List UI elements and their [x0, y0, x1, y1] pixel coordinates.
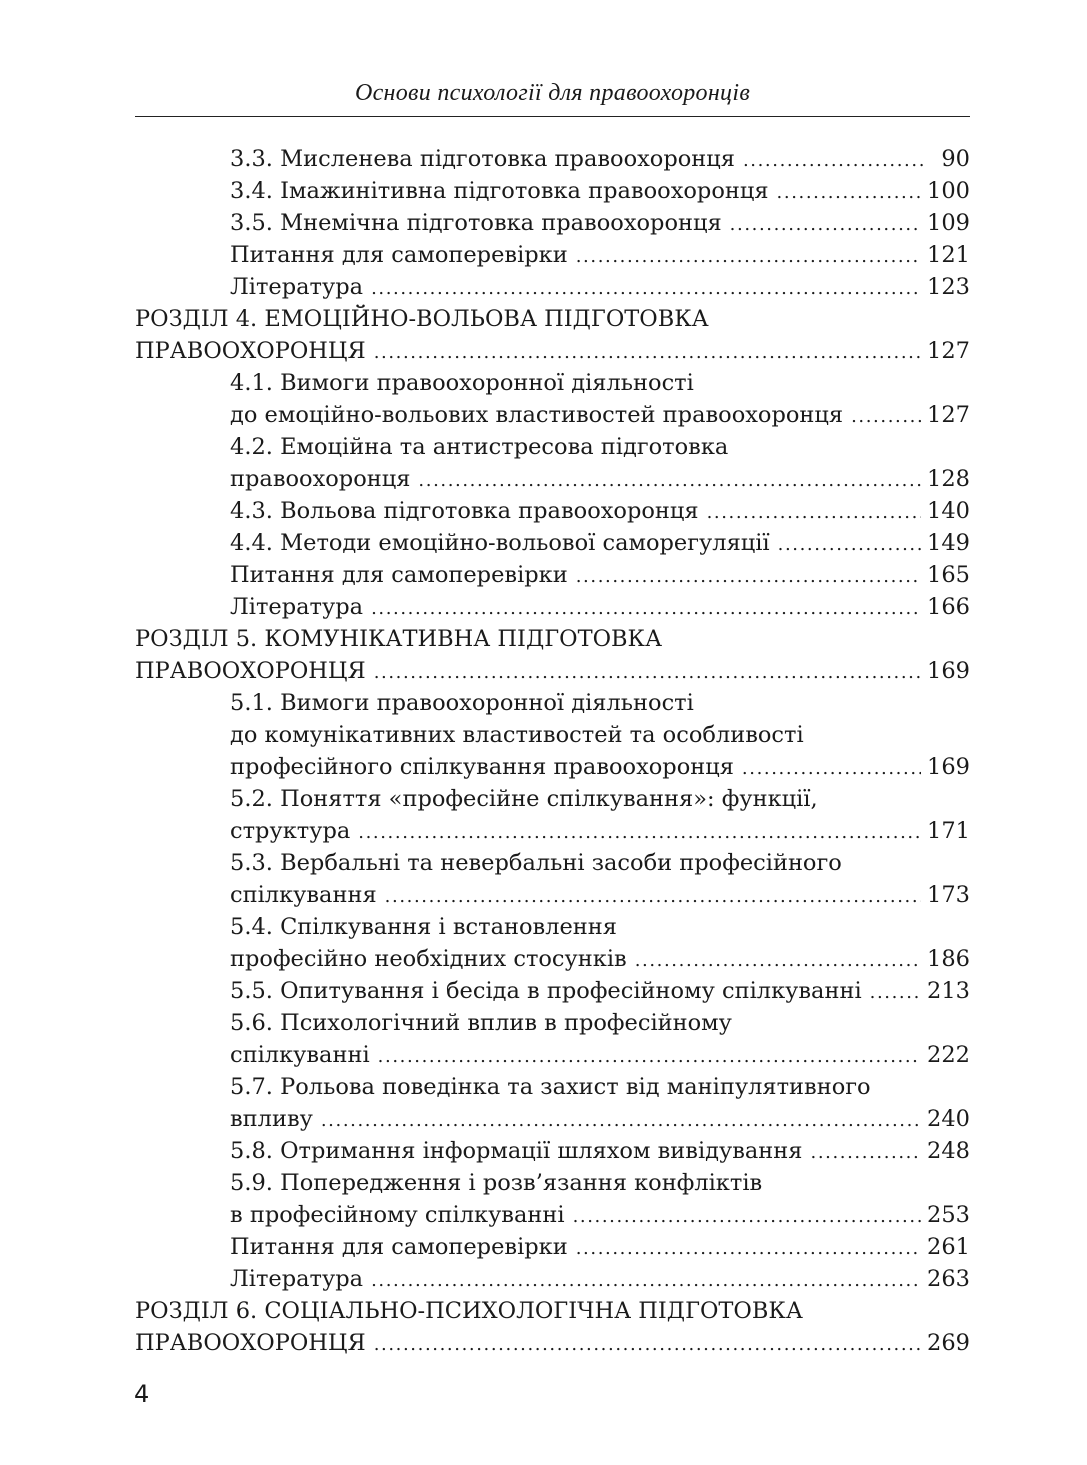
toc-entry-text: спілкуванні	[230, 1042, 370, 1068]
toc-entry-text: Питання для самоперевірки	[230, 562, 568, 588]
toc-page-number: 269	[927, 1330, 970, 1356]
toc-page-number: 240	[927, 1106, 970, 1132]
toc-entry-line	[135, 495, 970, 527]
toc-page-number: 169	[927, 754, 970, 780]
dot-leader	[378, 1041, 921, 1073]
toc-page-number: 171	[927, 818, 970, 844]
toc-entry-text: спілкування	[230, 882, 377, 908]
toc-entry-line	[135, 879, 970, 911]
toc-chapter-line	[135, 303, 970, 335]
toc-page-number: 253	[927, 1202, 970, 1228]
toc-entry-line	[135, 463, 970, 495]
dot-leader	[870, 977, 921, 1009]
toc-chapter-line	[135, 335, 970, 367]
toc-entry-text: 5.3. Вербальні та невербальні засоби професійного	[230, 850, 842, 876]
dot-leader	[385, 881, 921, 913]
toc-entry-line	[135, 591, 970, 623]
toc-entry-text: в професійному спілкуванні	[230, 1202, 565, 1228]
toc-entry-line	[135, 1135, 970, 1167]
toc-entry-text: 5.6. Психологічний вплив в професійному	[230, 1010, 732, 1036]
toc-entry-text: Література	[230, 594, 364, 620]
toc-entry-text: структура	[230, 818, 351, 844]
toc-entry-text: 5.8. Отримання інформації шляхом вивідування	[230, 1138, 803, 1164]
toc-entry-text: 5.4. Спілкування і встановлення	[230, 914, 617, 940]
toc-entry-line	[135, 1039, 970, 1071]
page-number: 4	[134, 1380, 150, 1408]
toc-entry-line	[135, 911, 970, 943]
toc-page-number: 165	[927, 562, 970, 588]
toc-entry-line	[135, 1167, 970, 1199]
dot-leader	[730, 209, 921, 241]
toc-entry-line	[135, 1103, 970, 1135]
dot-leader	[778, 529, 921, 561]
toc-entry-text: ПРАВООХОРОНЦЯ	[135, 1330, 366, 1356]
toc-entry-text: 3.5. Мнемічна підготовка правоохоронця	[230, 210, 722, 236]
toc-chapter-line	[135, 655, 970, 687]
toc-entry-text: 4.2. Емоційна та антистресова підготовка	[230, 434, 729, 460]
toc-entry-line	[135, 1263, 970, 1295]
toc-entry-text: до комунікативних властивостей та особливості	[230, 722, 804, 748]
toc-entry-line	[135, 239, 970, 271]
toc-entry-line	[135, 207, 970, 239]
dot-leader	[374, 657, 921, 689]
dot-leader	[742, 753, 921, 785]
toc-entry-line	[135, 271, 970, 303]
toc-page-number: 186	[927, 946, 970, 972]
dot-leader	[707, 497, 921, 529]
toc-entry-text: РОЗДІЛ 5. КОМУНІКАТИВНА ПІДГОТОВКА	[135, 626, 663, 652]
toc-entry-line	[135, 399, 970, 431]
toc-entry-text: 5.7. Рольова поведінка та захист від маніпулятивного	[230, 1074, 871, 1100]
toc-chapter-line	[135, 1327, 970, 1359]
toc-entry-line	[135, 687, 970, 719]
dot-leader	[418, 465, 921, 497]
toc-entry-text: Питання для самоперевірки	[230, 242, 568, 268]
dot-leader	[371, 273, 921, 305]
toc-entry-line	[135, 1071, 970, 1103]
dot-leader	[743, 145, 924, 177]
toc-entry-line	[135, 975, 970, 1007]
toc-entry-text: 3.3. Мисленева підготовка правоохоронця	[230, 146, 735, 172]
toc-entry-line	[135, 943, 970, 975]
toc-entry-text: Література	[230, 274, 364, 300]
toc-entry-line	[135, 783, 970, 815]
toc-page-number: 121	[927, 242, 970, 268]
dot-leader	[374, 337, 921, 369]
toc-entry-text: 4.3. Вольова підготовка правоохоронця	[230, 498, 699, 524]
toc-entry-text: РОЗДІЛ 4. ЕМОЦІЙНО-ВОЛЬОВА ПІДГОТОВКА	[135, 306, 709, 332]
toc-chapter-line	[135, 623, 970, 655]
toc-entry-text: правоохоронця	[230, 466, 411, 492]
dot-leader	[635, 945, 921, 977]
toc-entry-text: Література	[230, 1266, 364, 1292]
toc-page-number: 123	[927, 274, 970, 300]
toc-page-number: 127	[927, 402, 970, 428]
toc-entry-text: ПРАВООХОРОНЦЯ	[135, 658, 366, 684]
dot-leader	[371, 1265, 921, 1297]
toc-page-number: 140	[927, 498, 970, 524]
toc-page-number: 166	[927, 594, 970, 620]
header-rule	[135, 116, 970, 117]
toc-entry-text: 3.4. Імажинітивна підготовка правоохоронця	[230, 178, 769, 204]
toc-entry-line	[135, 1231, 970, 1263]
toc-entry-line	[135, 367, 970, 399]
toc-page-number: 213	[927, 978, 970, 1004]
running-title: Основи психології для правоохоронців	[354, 80, 751, 106]
toc-entry-text: до емоційно-вольових властивостей правоохоронця	[230, 402, 844, 428]
dot-leader	[358, 817, 921, 849]
dot-leader	[573, 1201, 921, 1233]
toc-entry-line	[135, 143, 970, 175]
toc-entry-text: 5.5. Опитування і бесіда в професійному спілкуванні	[230, 978, 862, 1004]
toc-entry-text: РОЗДІЛ 6. СОЦІАЛЬНО-ПСИХОЛОГІЧНА ПІДГОТОВКА	[135, 1298, 803, 1324]
toc-entry-line	[135, 431, 970, 463]
toc-entry-line	[135, 719, 970, 751]
dot-leader	[321, 1105, 921, 1137]
toc-page-number: 90	[941, 146, 970, 172]
dot-leader	[576, 561, 921, 593]
table-of-contents	[135, 143, 970, 1359]
toc-entry-text: Питання для самоперевірки	[230, 1234, 568, 1260]
toc-entry-text: 4.1. Вимоги правоохоронної діяльності	[230, 370, 694, 396]
toc-page-number: 173	[927, 882, 970, 908]
dot-leader	[777, 177, 922, 209]
toc-entry-text: 4.4. Методи емоційно-вольової саморегуляції	[230, 530, 770, 556]
dot-leader	[371, 593, 921, 625]
toc-page-number: 100	[927, 178, 970, 204]
dot-leader	[811, 1137, 922, 1169]
toc-page-number: 149	[927, 530, 970, 556]
toc-entry-text: ПРАВООХОРОНЦЯ	[135, 338, 366, 364]
toc-entry-line	[135, 1199, 970, 1231]
toc-page-number: 128	[927, 466, 970, 492]
toc-entry-text: 5.2. Поняття «професійне спілкування»: функції,	[230, 786, 818, 812]
toc-entry-text: професійного спілкування правоохоронця	[230, 754, 734, 780]
toc-chapter-line	[135, 1295, 970, 1327]
toc-entry-line	[135, 1007, 970, 1039]
toc-page-number: 127	[927, 338, 970, 364]
toc-entry-line	[135, 527, 970, 559]
toc-entry-text: 5.9. Попередження і розв’язання конфліктів	[230, 1170, 763, 1196]
toc-page-number: 263	[927, 1266, 970, 1292]
toc-entry-line	[135, 751, 970, 783]
toc-page-number: 248	[927, 1138, 970, 1164]
toc-entry-line	[135, 559, 970, 591]
toc-entry-line	[135, 175, 970, 207]
toc-entry-line	[135, 815, 970, 847]
dot-leader	[851, 401, 921, 433]
toc-page-number: 222	[927, 1042, 970, 1068]
dot-leader	[576, 1233, 921, 1265]
toc-entry-text: 5.1. Вимоги правоохоронної діяльності	[230, 690, 694, 716]
toc-entry-line	[135, 847, 970, 879]
dot-leader	[374, 1329, 921, 1361]
toc-page-number: 109	[927, 210, 970, 236]
dot-leader	[576, 241, 921, 273]
toc-page-number: 169	[927, 658, 970, 684]
toc-page-number: 261	[927, 1234, 970, 1260]
toc-entry-text: професійно необхідних стосунків	[230, 946, 627, 972]
toc-entry-text: впливу	[230, 1106, 313, 1132]
